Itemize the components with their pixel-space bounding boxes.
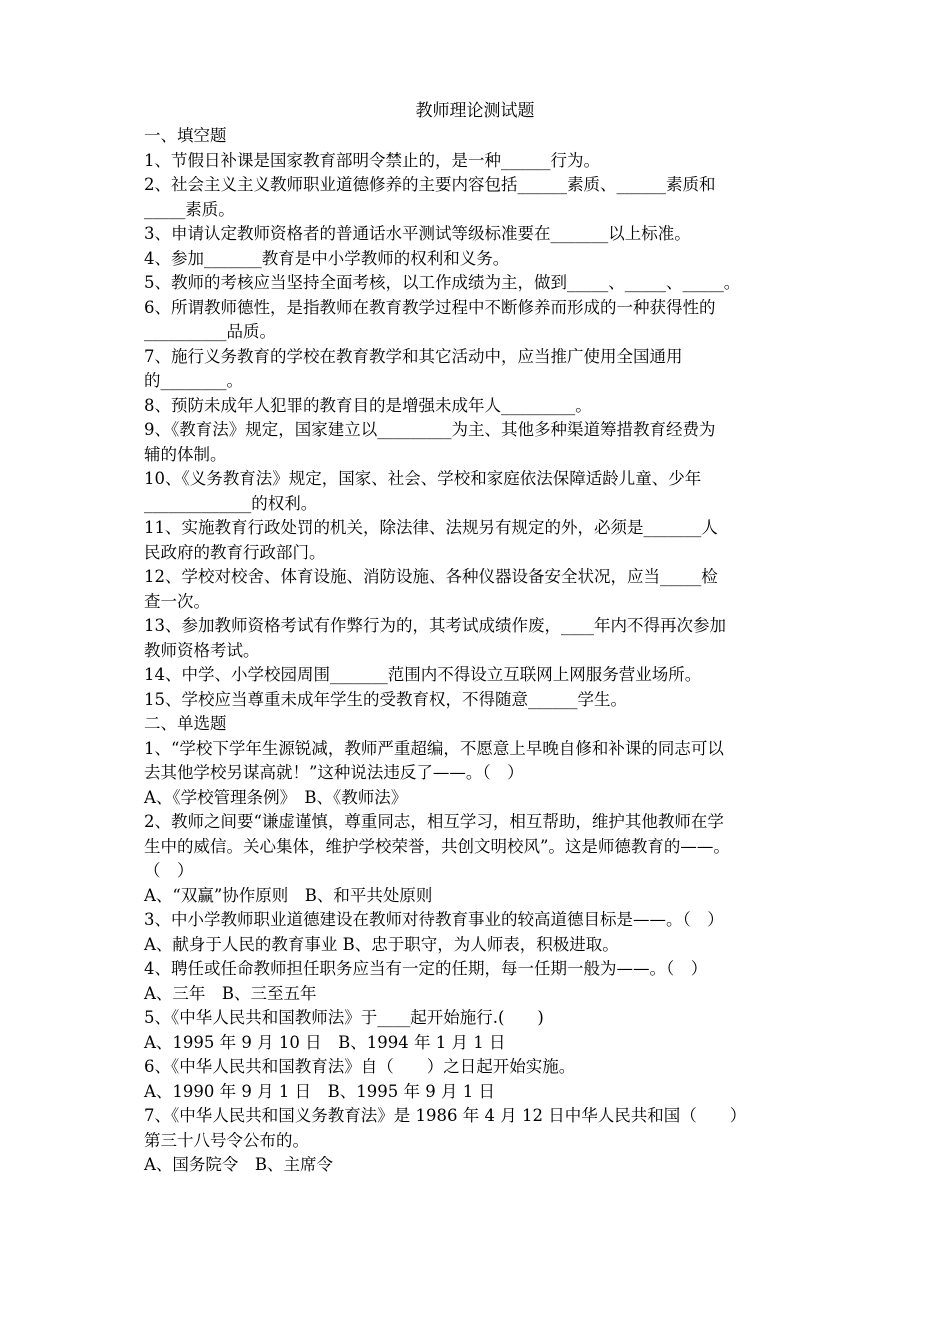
text-line: 教师资格考试。 — [144, 640, 260, 660]
text-line: 7、施行义务教育的学校在教育教学和其它活动中，应当推广使用全国通用 — [144, 346, 683, 366]
text-line: A、三年 B、三至五年 — [144, 983, 317, 1003]
text-line: 2、教师之间要“谦虚谨慎，尊重同志，相互学习，相互帮助，维护其他教师在学 — [144, 812, 724, 831]
text-line: 7、《中华人民共和国义务教育法》是 1986 年 4 月 12 日中华人民共和国（ ） — [144, 1106, 747, 1125]
text-line: 6、《中华人民共和国教育法》自（ ）之日起开始实施。 — [144, 1057, 576, 1076]
text-line: A、“双赢”协作原则 B、和平共处原则 — [144, 885, 433, 905]
text-line: （ ） — [144, 861, 194, 880]
text-line: _____________的权利。 — [144, 493, 318, 513]
text-line: 1、“学校下学年生源锐减，教师严重超编，不愿意上早晚自修和补课的同志可以 — [144, 738, 724, 758]
text-line: 1、节假日补课是国家教育部明令禁止的，是一种______行为。 — [144, 150, 600, 170]
text-line: 15、学校应当尊重未成年学生的受教育权，不得随意______学生。 — [144, 689, 627, 709]
text-line: 11、实施教育行政处罚的机关，除法律、法规另有规定的外，必须是_______人 — [144, 518, 718, 537]
text-line: A、国务院令 B、主席令 — [144, 1155, 334, 1174]
text-line: 二、单选题 — [144, 714, 227, 733]
text-line: A、1990 年 9 月 1 日 B、1995 年 9 月 1 日 — [144, 1081, 495, 1101]
text-line: A、《学校管理条例》 B、《教师法》 — [144, 787, 408, 807]
text-line: 4、聘任或任命教师担任职务应当有一定的任期，每一任期一般为——。（ ） — [144, 959, 708, 978]
text-line: A、1995 年 9 月 10 日 B、1994 年 1 月 1 日 — [144, 1032, 506, 1052]
text-line: 的________。 — [144, 371, 243, 390]
document-body — [144, 124, 814, 1178]
text-line: 4、参加_______教育是中小学教师的权利和义务。 — [144, 248, 510, 268]
text-line: 3、申请认定教师资格者的普通话水平测试等级标准要在_______以上标准。 — [144, 224, 691, 243]
text-line: 民政府的教育行政部门。 — [144, 542, 326, 562]
text-line: 8、预防未成年人犯罪的教育目的是增强未成年人_________。 — [144, 395, 592, 415]
text-line: 10、《义务教育法》规定，国家、社会、学校和家庭依法保障适龄儿童、少年 — [144, 469, 702, 488]
text-line: 一、填空题 — [144, 126, 227, 145]
text-line: 6、所谓教师德性，是指教师在教育教学过程中不断修养而形成的一种获得性的 — [144, 297, 716, 317]
document-title: 教师理论测试题 — [415, 101, 535, 121]
text-line: 去其他学校另谋高就！”这种说法违反了——。（ ） — [144, 763, 524, 782]
text-line: 辅的体制。 — [144, 444, 227, 464]
text-line: 12、学校对校舍、体育设施、消防设施、各种仪器设备安全状况，应当_____检 — [144, 567, 718, 586]
text-line: A、献身于人民的教育事业 B、忠于职守，为人师表，积极进取。 — [144, 934, 619, 954]
text-line: 2、社会主义主义教师职业道德修养的主要内容包括______素质、______素质和 — [144, 175, 716, 194]
text-line: 5、教师的考核应当坚持全面考核，以工作成绩为主，做到_____、_____、_____。 — [144, 273, 741, 292]
text-line: _____素质。 — [144, 199, 235, 219]
text-line: 查一次。 — [144, 591, 210, 611]
text-line: 13、参加教师资格考试有作弊行为的，其考试成绩作废，____年内不得再次参加 — [144, 616, 726, 635]
text-line: 14、中学、小学校园周围_______范围内不得设立互联网上网服务营业场所。 — [144, 665, 702, 684]
text-line: 5、《中华人民共和国教师法》于____起开始施行.( ) — [144, 1008, 544, 1027]
text-line: 9、《教育法》规定，国家建立以_________为主、其他多种渠道筹措教育经费为 — [144, 420, 716, 439]
text-line: 第三十八号令公布的。 — [144, 1130, 309, 1150]
text-line: __________品质。 — [144, 322, 276, 341]
text-line: 生中的威信。关心集体，维护学校荣誉，共创文明校风”。这是师德教育的——。 — [144, 836, 730, 856]
text-line: 3、中小学教师职业道德建设在教师对待教育事业的较高道德目标是——。（ ） — [144, 910, 724, 929]
